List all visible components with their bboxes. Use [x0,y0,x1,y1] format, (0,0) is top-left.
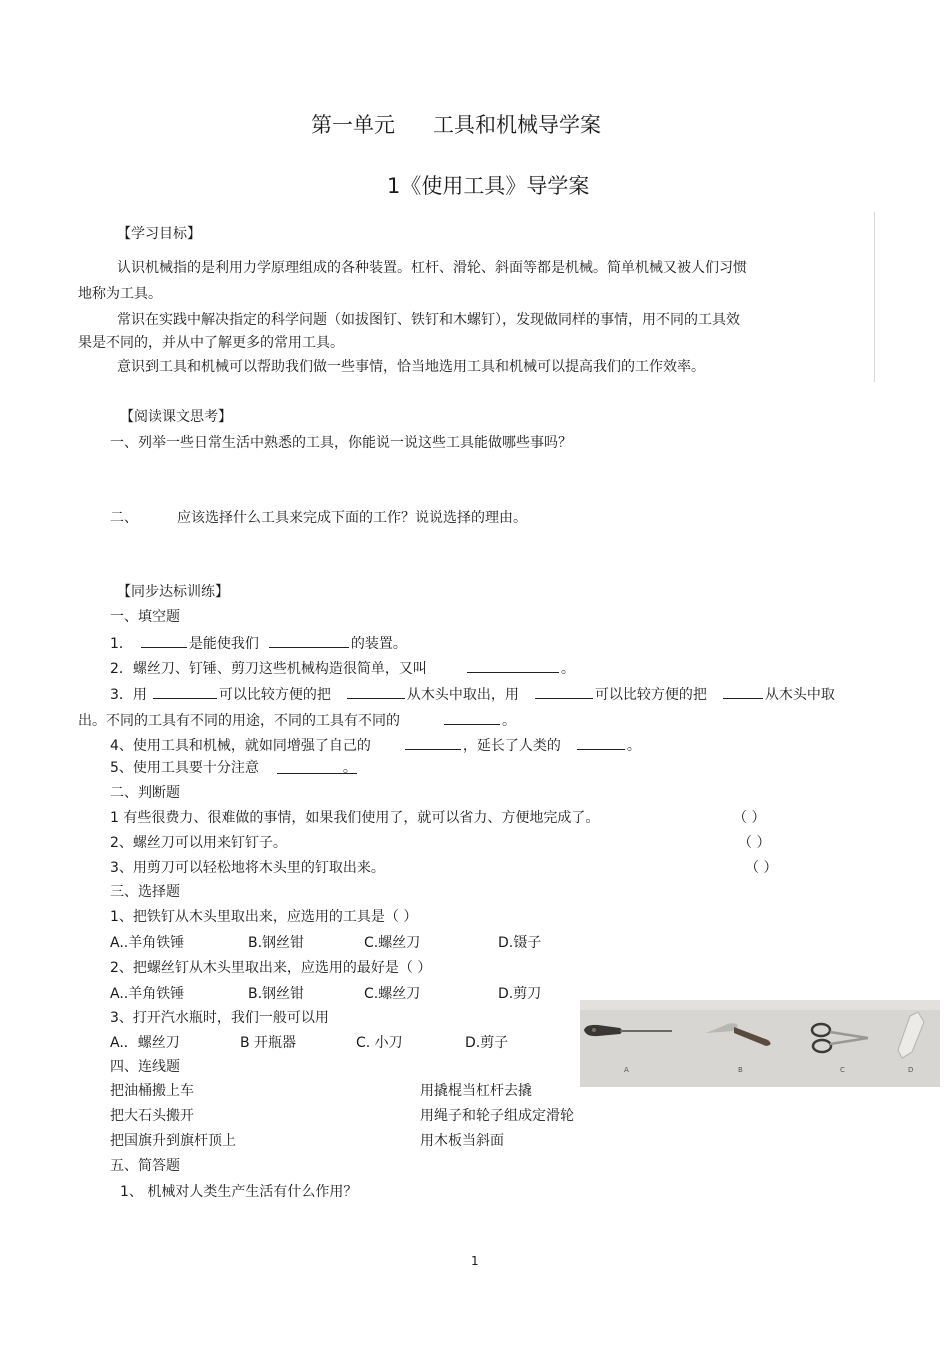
photo-label-a: A [624,1066,629,1074]
fill-heading: 一、填空题 [110,609,180,625]
judge-mark-3[interactable]: （ ） [745,860,778,876]
blank[interactable] [347,684,405,699]
page-number: 1 [471,1254,479,1268]
choice-q3-opt-d: D.剪子 [465,1035,509,1051]
reading-q2-text: 应该选择什么工具来完成下面的工作？说说选择的理由。 [177,510,527,526]
judge-item-2: 2、螺丝刀可以用来钉钉子。 [110,835,287,851]
choice-q1-opt-b: B.钢丝钳 [248,935,305,951]
match-right-3[interactable]: 用木板当斜面 [420,1133,504,1149]
fill-item-4: 4、使用工具和机械，就如同增强了自己的 ，延长了人类的 。 [110,735,641,755]
unit-title [311,112,601,138]
choice-heading: 三、选择题 [110,884,180,900]
photo-label-c: C [840,1066,845,1074]
judge-heading: 二、判断题 [110,785,180,801]
goals-heading: 【学习目标】 [117,226,201,242]
goals-p1-line1: 认识机械指的是利用力学原理组成的各种装置。杠杆、滑轮、斜面等都是机械。简单机械又被人们习惯 [117,260,747,276]
judge-mark-2[interactable]: （ ） [738,835,771,851]
reading-heading: 【阅读课文思考】 [120,409,232,425]
short-q1: 1、 机械对人类生产生活有什么作用？ [120,1184,358,1200]
choice-q2: 2、把螺丝钉从木头里取出来，应选用的最好是（ ） [110,960,432,976]
choice-q1-opt-a: A..羊角铁锤 [110,935,185,951]
margin-line [874,212,875,382]
goals-p2-line1: 常识在实践中解决指定的科学问题（如拔图钉、铁钉和木螺钉），发现做同样的事情，用不同的工具效 [117,312,740,328]
choice-q1-opt-d: D.镊子 [498,935,542,951]
choice-q2-opt-d: D.剪刀 [498,986,542,1002]
blank[interactable] [577,735,625,750]
judge-item-3: 3、用剪刀可以轻松地将木头里的钉取出来。 [110,860,385,876]
reading-q2-num: 二、 [110,510,138,526]
photo-label-d: D [908,1066,914,1074]
blank[interactable] [444,710,500,725]
fill-item-3: 3．用 可以比较方便的把 从木头中取出，用 可以比较方便的把 从木头中取 [110,684,835,704]
unit-label: 第一单元 [311,113,395,137]
choice-q2-opt-b: B.钢丝钳 [248,986,305,1002]
blank[interactable] [467,658,559,673]
blank[interactable] [141,633,187,648]
fill-item-3-cont: 出。不同的工具有不同的用途，不同的工具有不同的 。 [78,710,516,730]
blank[interactable] [535,684,593,699]
choice-q3-opt-b: B 开瓶器 [240,1035,297,1051]
goals-p1-line2: 地称为工具。 [78,286,162,302]
choice-q2-opt-c: C.螺丝刀 [364,986,421,1002]
blank[interactable] [269,633,349,648]
match-left-3[interactable]: 把国旗升到旗杆顶上 [110,1133,236,1149]
blank[interactable] [153,684,217,699]
short-heading: 五、简答题 [110,1158,180,1174]
fill-item-5: 5、使用工具要十分注意 。 [110,760,357,776]
training-heading: 【同步达标训练】 [117,584,229,600]
blank[interactable] [405,735,461,750]
match-left-1[interactable]: 把油桶搬上车 [110,1083,194,1099]
tools-photo [580,1000,940,1087]
choice-q2-opt-a: A..羊角铁锤 [110,986,185,1002]
blank[interactable] [723,684,763,699]
photo-label-b: B [738,1066,743,1074]
choice-q1: 1、把铁钉从木头里取出来，应选用的工具是（ ） [110,909,418,925]
goals-p3: 意识到工具和机械可以帮助我们做一些事情，恰当地选用工具和机械可以提高我们的工作效率。 [117,359,705,375]
fill-item-2: 2．螺丝刀、钉锤、剪刀这些机械构造很简单，又叫 。 [110,658,575,678]
choice-q3-opt-a: A.．螺丝刀 [110,1035,180,1051]
choice-q3-opt-c: C. 小刀 [356,1035,403,1051]
match-right-1[interactable]: 用撬棍当杠杆去撬 [420,1083,532,1099]
choice-q3: 3、打开汽水瓶时，我们一般可以用 [110,1010,329,1026]
lesson-title: 1《使用工具》导学案 [387,174,590,198]
goals-p2-line2: 果是不同的，并从中了解更多的常用工具。 [78,335,344,351]
choice-q1-opt-c: C.螺丝刀 [364,935,421,951]
judge-mark-1[interactable]: （ ） [733,810,766,826]
blank[interactable]: 。 [277,759,357,774]
match-heading: 四、连线题 [110,1059,180,1075]
judge-item-1: 1 有些很费力、很难做的事情，如果我们使用了，就可以省力、方便地完成了。 [110,810,600,826]
fill-item-1: 1． 是能使我们 的装置。 [110,633,407,653]
unit-topic: 工具和机械导学案 [433,113,601,137]
match-left-2[interactable]: 把大石头搬开 [110,1108,194,1124]
reading-q1: 一、列举一些日常生活中熟悉的工具，你能说一说这些工具能做哪些事吗？ [110,435,572,451]
match-right-2[interactable]: 用绳子和轮子组成定滑轮 [420,1108,574,1124]
